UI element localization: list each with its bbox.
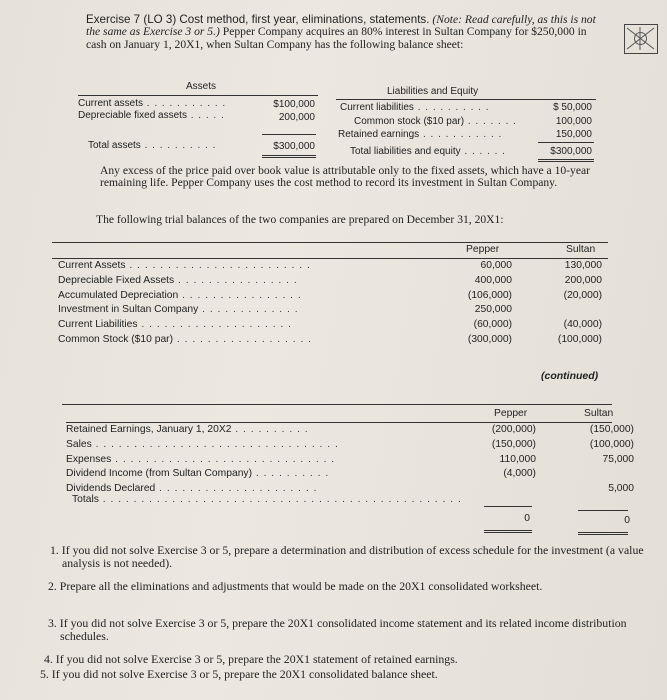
assets-header: Assets xyxy=(186,81,217,92)
bottom-row-label: Sales . . . . . . . . . . . . . . . . . . . . . . . . . . . . . . . . xyxy=(66,438,339,450)
common-stock-label: Common stock ($10 par) . . . . . . . xyxy=(354,116,517,127)
dep-fixed-label: Depreciable fixed assets . . . . . xyxy=(78,110,225,121)
dep-fixed-value: 200,000 xyxy=(278,112,315,123)
top-sultan-value: 130,000 xyxy=(564,260,602,271)
total-assets-value: $300,000 xyxy=(273,141,315,152)
current-liab-label: Current liabilities . . . . . . . . . . xyxy=(340,102,490,113)
top-pepper-value: (106,000) xyxy=(467,289,512,301)
top-pepper-value: (300,000) xyxy=(467,334,512,345)
paragraph-trial: The following trial balances of the two companies are prepared on December 31, 20X1: xyxy=(96,213,504,226)
col-sultan-top: Sultan xyxy=(566,244,596,255)
top-sultan-value: 200,000 xyxy=(564,274,602,286)
bottom-sultan-value: 75,000 xyxy=(602,453,634,465)
bottom-pepper-value: (200,000) xyxy=(491,424,536,435)
total-assets-label: Total assets . . . . . . . . . . xyxy=(88,140,217,151)
retained-value: 150,000 xyxy=(555,129,592,140)
bottom-pepper-value: (150,000) xyxy=(491,438,536,450)
top-row-label: Current Liabilities . . . . . . . . . . . . . . . . . . . . xyxy=(58,319,292,331)
current-assets-label: Current assets . . . . . . . . . . . xyxy=(78,98,227,109)
top-row-label: Common Stock ($10 par) . . . . . . . . . . . . . . . . . . xyxy=(58,334,313,345)
current-liab-value: $ 50,000 xyxy=(553,102,592,113)
col-sultan-bottom: Sultan xyxy=(584,408,614,419)
liabilities-header: Liabilities and Equity xyxy=(387,86,479,97)
top-sultan-value: (40,000) xyxy=(563,319,602,331)
bottom-row-label: Dividends Declared . . . . . . . . . . . . . . . . . . . . . xyxy=(66,483,318,495)
top-sultan-value: (100,000) xyxy=(557,334,602,345)
top-row-label: Investment in Sultan Company . . . . . . . . . . . . . xyxy=(58,304,299,316)
bottom-sultan-value: (100,000) xyxy=(589,438,634,450)
exercise-intro xyxy=(86,14,598,51)
top-pepper-value: (60,000) xyxy=(473,319,512,331)
bottom-sultan-value: (150,000) xyxy=(589,424,634,435)
top-row-label: Current Assets . . . . . . . . . . . . . . . . . . . . . . . . xyxy=(58,260,311,271)
top-sultan-value: (20,000) xyxy=(563,289,602,301)
continued-label: (continued) xyxy=(541,370,599,382)
col-pepper-top: Pepper xyxy=(466,244,500,255)
totals-sultan: 0 xyxy=(624,515,630,526)
bottom-row-label: Dividend Income (from Sultan Company) . . . . . . . . . . xyxy=(66,468,330,480)
top-pepper-value: 250,000 xyxy=(474,304,512,316)
retained-label: Retained earnings . . . . . . . . . . . xyxy=(338,129,503,140)
totals-label: Totals . . . . . . . . . . . . . . . . . . . . . . . . . . . . . . . . . . . . . . . . . . . . . . . xyxy=(72,494,462,505)
exercise-title: Exercise 7 (LO 3) Cost method, first year, eliminations, statements. xyxy=(86,13,430,26)
web-resource-icon xyxy=(624,24,658,54)
bottom-row-label: Expenses . . . . . . . . . . . . . . . . . . . . . . . . . . . . . xyxy=(66,453,336,465)
common-stock-value: 100,000 xyxy=(555,116,592,127)
question-1: 1. If you did not solve Exercise 3 or 5, prepare a determination and distribution of excess schedule for the investment (a value analysis is not needed). xyxy=(50,543,644,570)
bottom-pepper-value: (4,000) xyxy=(503,468,536,480)
question-3: 3. If you did not solve Exercise 3 or 5, prepare the 20X1 consolidated income statement and its related income distribution schedules. xyxy=(48,616,627,643)
exercise-note: (Note: Read carefully, as this is not the same as Exercise 3 or 5.) xyxy=(86,13,596,39)
top-pepper-value: 60,000 xyxy=(480,260,512,271)
totals-pepper: 0 xyxy=(524,513,530,524)
total-liab-label: Total liabilities and equity . . . . . . xyxy=(350,146,506,157)
top-pepper-value: 400,000 xyxy=(474,274,512,286)
question-5: 5. If you did not solve Exercise 3 or 5, prepare the 20X1 consolidated balance sheet. xyxy=(40,667,438,681)
exercise-body: Pepper Company acquires an 80% interest in Sultan Company for $250,000 in cash on January 1, 20X1, when Sultan Company has the following balance sheet: xyxy=(86,25,587,51)
top-row-label: Depreciable Fixed Assets . . . . . . . . . . . . . . . . xyxy=(58,274,298,286)
bottom-pepper-value: 110,000 xyxy=(499,453,536,465)
current-assets-value: $100,000 xyxy=(273,99,315,110)
question-4: 4. If you did not solve Exercise 3 or 5, prepare the 20X1 statement of retained earnings. xyxy=(44,652,458,666)
total-liab-value: $300,000 xyxy=(550,146,592,157)
bottom-row-label: Retained Earnings, January 1, 20X2 . . . . . . . . . . xyxy=(66,424,309,435)
top-row-label: Accumulated Depreciation . . . . . . . . . . . . . . . . xyxy=(58,289,302,301)
col-pepper-bottom: Pepper xyxy=(494,408,528,419)
paragraph-excess: Any excess of the price paid over book value is attributable only to the fixed assets, which have a 10-year remaining life. Pepper Company uses the cost method to record its investment in Sultan Company. xyxy=(100,164,591,190)
bottom-sultan-value: 5,000 xyxy=(608,483,634,495)
question-2: 2. Prepare all the eliminations and adjustments that would be made on the 20X1 consolidated worksheet. xyxy=(48,579,543,593)
